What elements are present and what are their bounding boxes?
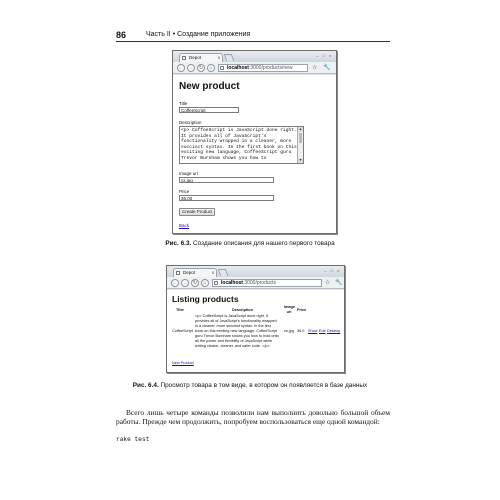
browser-window-new-product	[172, 50, 337, 234]
description-line: guru Trevor Burnham shows you how to hold onto	[195, 334, 279, 338]
reload-icon[interactable]: ↻	[192, 280, 198, 286]
description-line: provides all of JavaScript's functionality wrapped	[195, 319, 277, 323]
url-path: :3000/products/new	[248, 65, 293, 71]
bookmark-star-icon[interactable]: ☆	[325, 280, 331, 286]
reload-icon[interactable]: ↻	[198, 65, 204, 71]
description-line: writing clearer, cleaner, and safer code. </p>	[195, 344, 270, 348]
window-controls[interactable]: – □ ×	[316, 53, 333, 58]
page-title: New product	[179, 81, 240, 92]
page-content	[173, 75, 336, 233]
page-icon	[220, 66, 224, 70]
textarea-scrollbar[interactable]	[297, 127, 303, 163]
column-header-image-url: Image url	[284, 305, 295, 314]
back-arrow-icon[interactable]: ←	[172, 280, 178, 286]
running-head-title: Часть II • Создание приложения	[146, 31, 251, 38]
scroll-thumb[interactable]	[299, 133, 302, 143]
wrench-icon[interactable]: 🔧	[323, 65, 331, 71]
caption-text: Создание описания для нашего первого товара	[191, 240, 335, 247]
body-paragraph: Всего лишь четыре команды позволили нам выполнить довольно большой объем работы. Прежде чем продолжить, попробуем воспользоваться еще одной командой:	[116, 408, 390, 427]
description-line: book on this exciting new language, CoffeeScript	[195, 329, 278, 333]
create-product-button[interactable]: Create Product	[179, 208, 215, 216]
title-input[interactable]: CoffeeScript	[179, 107, 239, 113]
description-line: all the power and flexibility of JavaScript while	[195, 339, 273, 343]
tab-title: Depot	[189, 55, 202, 60]
show-link[interactable]: Show	[308, 329, 318, 333]
page-icon	[176, 271, 180, 275]
browser-titlebar	[167, 266, 344, 277]
back-link[interactable]: Back	[179, 223, 190, 228]
description-textarea[interactable]: <p> CoffeeScript is JavaScript done right. It provides all of JavaScript's functionality wrapped in a cleaner, more succinct syntax. In the first book on this exciting new language, CoffeeScript guru Trevor Burnham shows you how to	[179, 126, 304, 164]
scroll-up-icon[interactable]: ▲	[298, 127, 303, 131]
code-command: rake test	[116, 436, 150, 443]
scroll-down-icon[interactable]: ▼	[298, 158, 303, 162]
figure-caption-6-4	[0, 382, 500, 389]
address-bar[interactable]	[212, 279, 322, 287]
new-tab-button[interactable]	[218, 269, 229, 276]
description-line: in a cleaner, more succinct syntax. In the first	[195, 324, 271, 328]
tab-close-icon[interactable]: x	[217, 55, 220, 60]
browser-toolbar	[173, 62, 336, 74]
description-label: Description	[179, 120, 202, 125]
page-icon	[214, 281, 218, 285]
url-host: localhost	[227, 65, 249, 71]
new-product-link[interactable]: New Product	[172, 361, 194, 365]
home-icon[interactable]: ⌂	[207, 64, 215, 72]
destroy-link[interactable]: Destroy	[327, 329, 341, 333]
page-icon	[182, 56, 186, 60]
column-header-price: Price	[297, 308, 307, 312]
browser-titlebar	[173, 51, 336, 62]
cell-price: 36.0	[297, 329, 305, 333]
forward-arrow-icon[interactable]: →	[182, 280, 188, 286]
home-icon[interactable]: ⌂	[201, 279, 209, 287]
bookmark-star-icon[interactable]: ☆	[312, 65, 318, 71]
url-path: :3000/products	[242, 280, 277, 286]
column-header-description: Description	[232, 308, 253, 312]
image-url-label: Image url	[179, 171, 198, 176]
caption-text: Просмотр товара в том виде, в котором он появляется в базе данных	[158, 382, 368, 389]
wrench-icon[interactable]: 🔧	[335, 280, 343, 286]
forward-arrow-icon[interactable]: →	[188, 65, 194, 71]
page-title: Listing products	[172, 294, 239, 304]
browser-tab[interactable]	[179, 53, 223, 62]
url-host: localhost	[221, 280, 243, 286]
title-label: Title	[179, 101, 188, 106]
page-number: 86	[116, 30, 127, 40]
tab-title: Depot	[183, 270, 196, 275]
browser-window-listing-products	[166, 265, 345, 373]
running-header	[116, 30, 390, 42]
cell-image-url: cs.jpg	[284, 329, 294, 333]
page-content	[167, 290, 344, 372]
description-line: <p> CoffeeScript is JavaScript done right. It	[195, 314, 269, 318]
caption-number: Рис. 6.4.	[132, 382, 159, 389]
back-arrow-icon[interactable]: ←	[178, 65, 184, 71]
column-header-title: Title	[176, 308, 184, 312]
image-url-input[interactable]: cs.jpg	[179, 177, 274, 183]
address-bar[interactable]	[218, 64, 308, 72]
tab-close-icon[interactable]: x	[211, 270, 214, 275]
edit-link[interactable]: Edit	[319, 329, 326, 333]
caption-number: Рис. 6.3.	[165, 240, 192, 247]
browser-tab[interactable]	[173, 268, 217, 277]
window-controls[interactable]: – □ ×	[324, 268, 341, 273]
price-input[interactable]: 36.00	[179, 195, 274, 201]
figure-caption-6-3	[0, 240, 500, 247]
cell-title: CoffeeScript	[172, 329, 193, 333]
price-label: Price	[179, 189, 190, 194]
browser-toolbar	[167, 277, 344, 289]
new-tab-button[interactable]	[224, 54, 235, 61]
